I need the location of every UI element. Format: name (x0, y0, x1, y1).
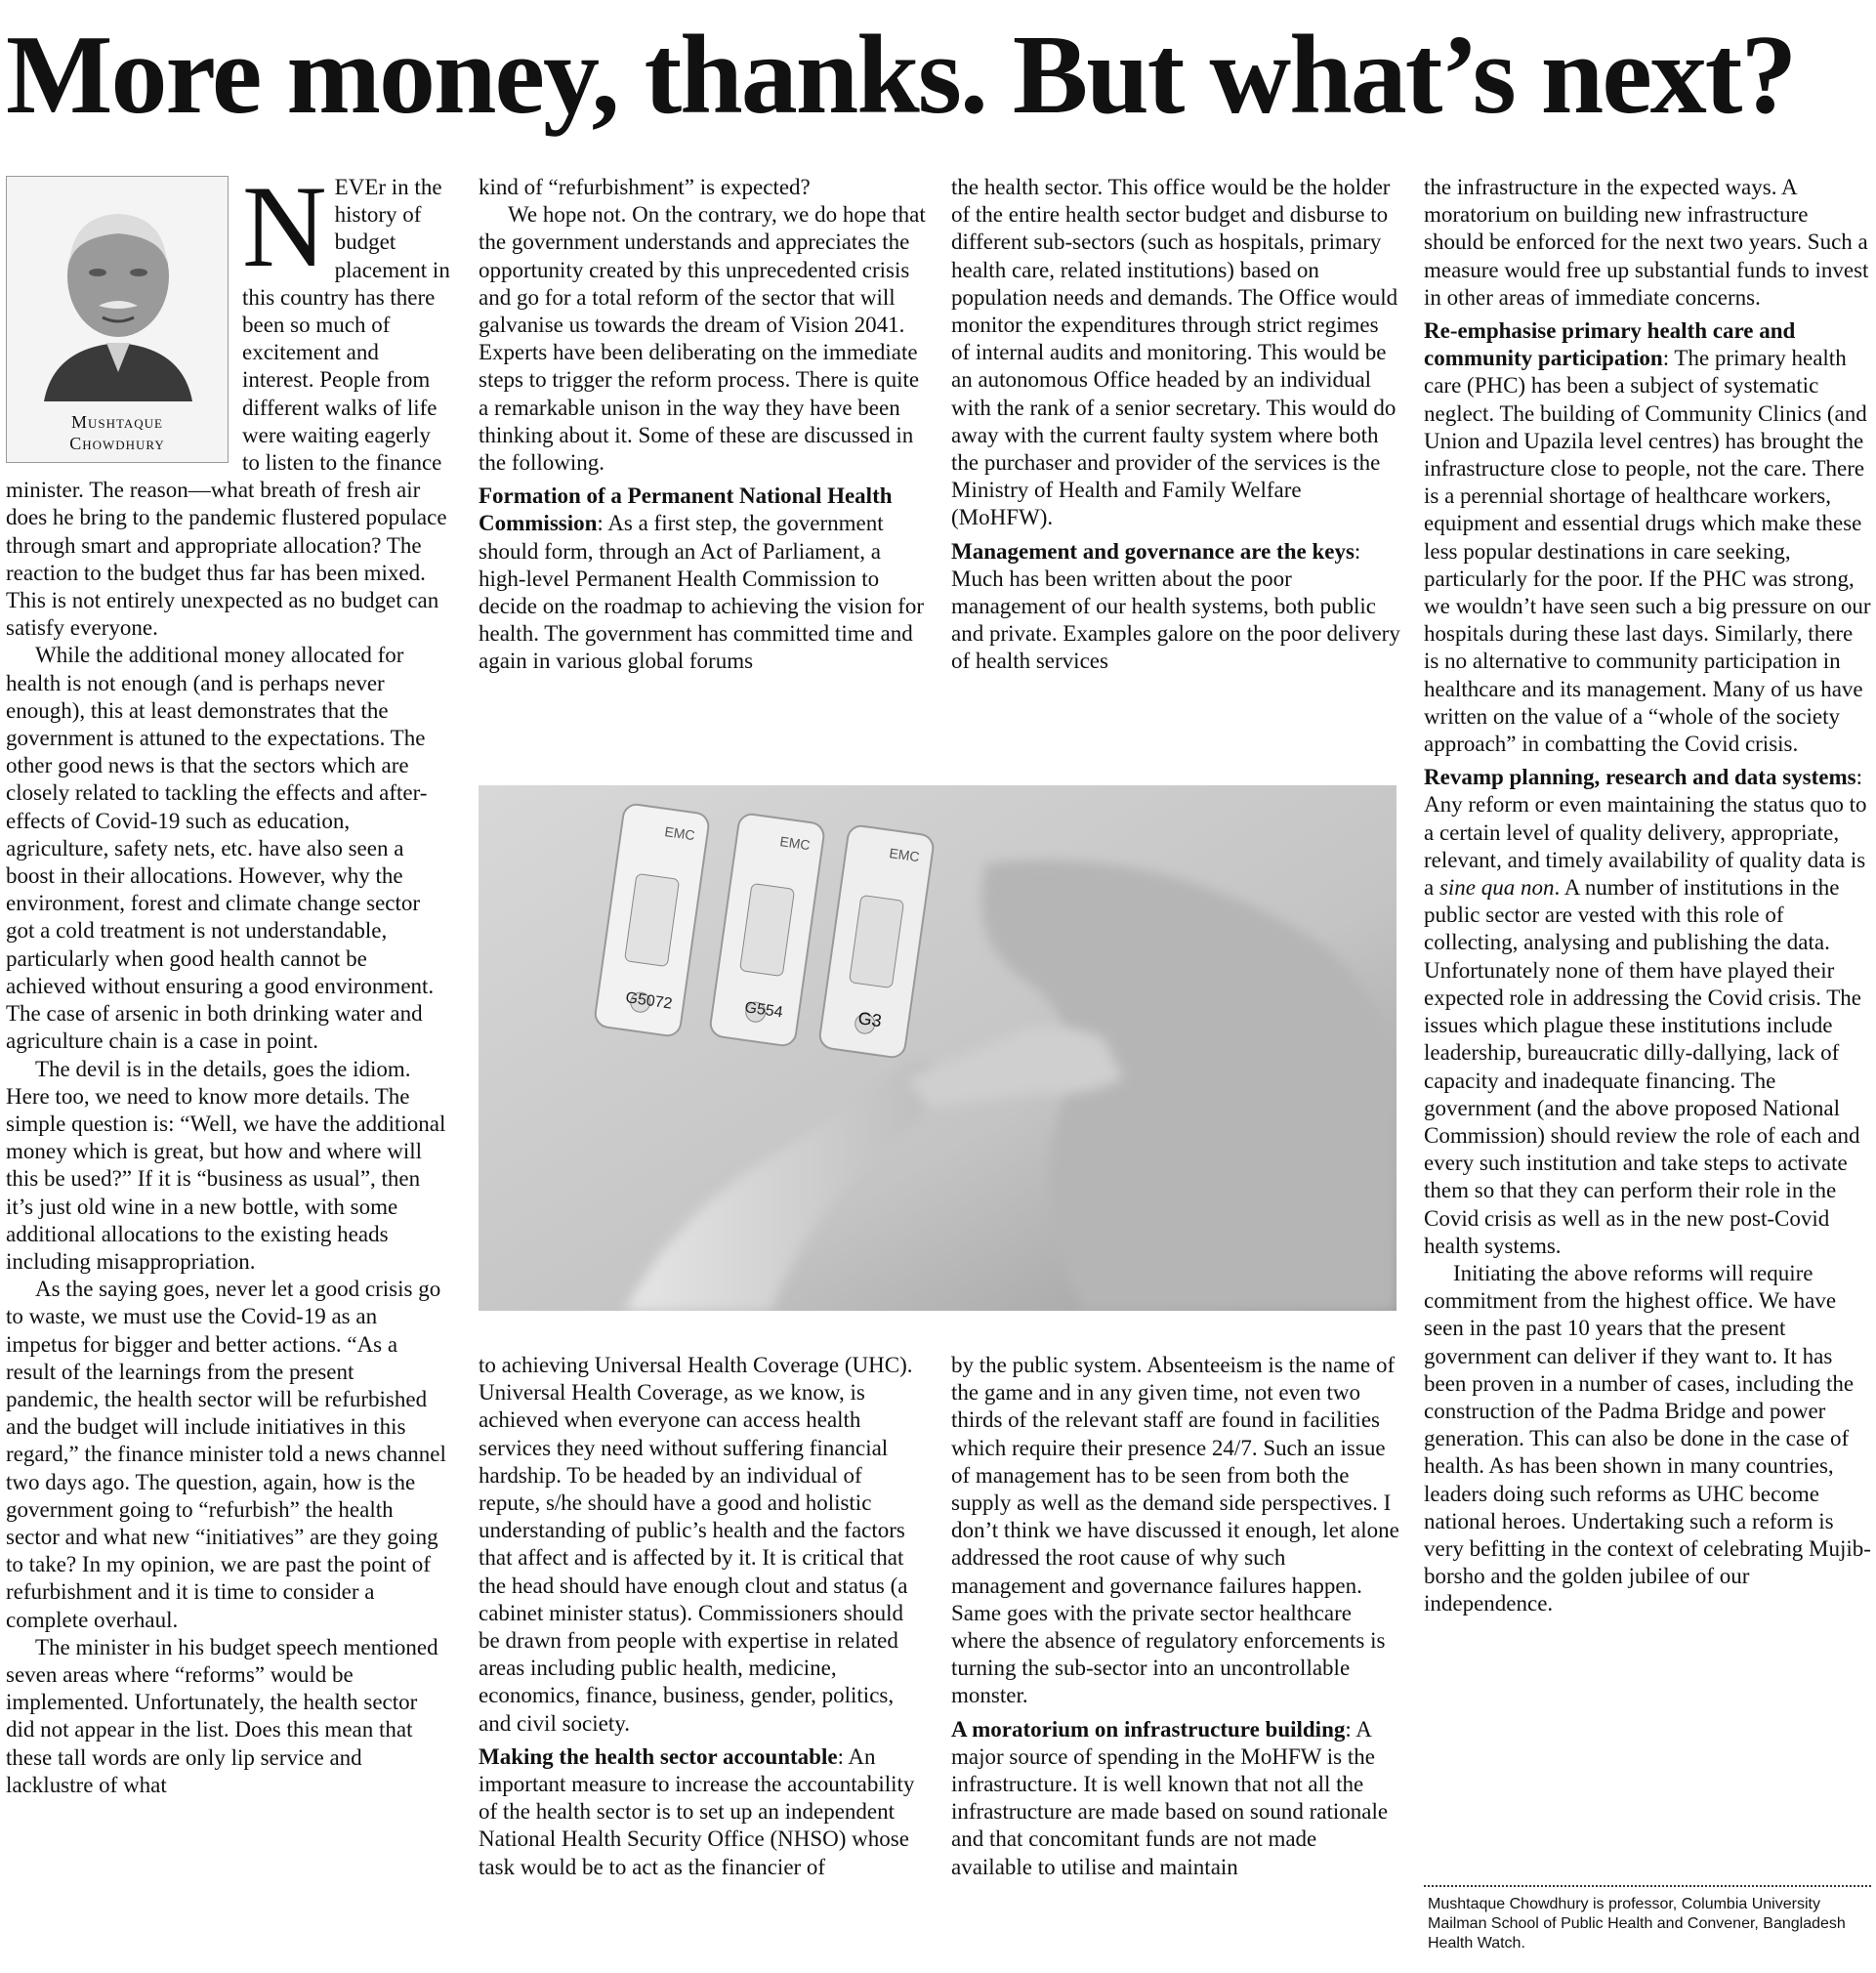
col1-p3: The devil is in the details, goes the idiom. Here too, we need to know more details. The simple question is: “Well, we have the additional money which is great, but how and where will this be used?” If it is “business as usual”, then it’s just old wine in a new bottle, with some additional allocations to the existing heads including misappropriation. (6, 1056, 446, 1274)
sample-label-1: G5072 (624, 989, 674, 1013)
col1-p5: The minister in his budget speech mentioned seven areas where “reforms” would be implemented. Unfortunately, the health sector did not appear in the list. Does this mean that these tall words are only lip service and lacklustre of what (6, 1634, 438, 1797)
subhead-national-commission: Formation of a Permanent National Health Commission (479, 483, 893, 536)
col2-p1: kind of “refurbishment” is expected? (479, 175, 811, 199)
article-column-2-top (479, 174, 926, 676)
footnote-divider (1424, 1885, 1871, 1887)
col2b-p2: : An important measure to increase the accountability of the health sector is to set up an independent National Health Security Office (NHSO) whose task would be to act as the financier of (479, 1743, 915, 1879)
col2-p3: : As a first step, the government should form, through an Act of Parliament, a high-level Permanent Health Commission to decide on the roadmap to achieving the vision for health. The government has committed time and again in various global forums (479, 511, 925, 674)
col4-p2: : The primary health care (PHC) has been a subject of systematic neglect. The building of Community Clinics (and Union and Upazila level centres) has brought the infrastructure close to people, not the care. There is a perennial shortage of healthcare workers, equipment and essential drugs which make these less popular destinations in care seeking, particularly for the poor. If the PHC was strong, we wouldn’t have seen such a big pressure on our hospitals during these last days. Similarly, there is no alternative to community participation in healthcare and its management. Many of us have written on the value of a “whole of the society approach” in combatting the Covid crisis. (1424, 346, 1871, 757)
article-column-1 (6, 161, 451, 1799)
col2-p2: We hope not. On the contrary, we do hope that the government understands and appreciates the opportunity created by this unprecedented crisis and go for a total reform of the sector that will galvanise us towards the dream of Vision 2041. Experts have been deliberating on the immediate steps to trigger the reform process. There is quite a remarkable unison in the way they have been thinking about it. Some of these are discussed in the following. (479, 202, 926, 476)
article-column-2-bottom (479, 1352, 926, 1881)
col3b-sub1 (951, 1716, 1400, 1881)
sample-label-3: G3 (856, 1008, 884, 1031)
col3b-p2: : A major source of spending in the MoHFW is the infrastructure. It is well known that not all the infrastructure are made based on sound rationale and that concomitant funds are not made available to utilise and maintain (951, 1716, 1389, 1879)
col3-sub1 (951, 538, 1400, 676)
author-footnote: Mushtaque Chowdhury is professor, Columbia University Mailman School of Public Health and Convener, Bangladesh Health Watch. (1428, 1896, 1846, 1952)
cassette-labels (479, 785, 1397, 1311)
author-name-first: Mushtaque (70, 412, 164, 432)
drop-cap: N (242, 161, 327, 291)
author-portrait (24, 187, 212, 401)
test-label-1: EMC (663, 823, 696, 844)
col3b-p1: by the public system. Absenteeism is the name of the game and in any given time, not even two thirds of the relevant staff are found in facilities which require their presence 24/7. Such an issue of management has to be seen from both the supply as well as the demand side perspectives. I don’t think we have discussed it enough, let alone addressed the root cause of why such management and governance failures happen. Same goes with the private sector healthcare where the absence of regulatory enforcements is turning the sub-sector into an uncontrollable monster. (951, 1353, 1399, 1708)
col4-p1: the infrastructure in the expected ways. A moratorium on building new infrastructure should be enforced for the next two years. Such a measure would free up substantial funds to invest in other areas of immediate concerns. (1424, 175, 1869, 310)
col4-sub2 (1424, 764, 1871, 1260)
author-photo-box (6, 176, 229, 463)
col2-sub1 (479, 483, 926, 675)
article-column-3-top (951, 174, 1400, 676)
author-byline (7, 411, 228, 454)
col4-p3-italic: sine qua non (1438, 875, 1555, 901)
col2b-sub1 (479, 1743, 926, 1881)
col3-p1: the health sector. This office would be the holder of the entire health sector budget and disburse to different sub-sectors (such as hospitals, primary health care, related institutions) based on population needs and demands. The Office would monitor the expenditures through strict regimes of internal audits and monitoring. This would be an autonomous Office headed by an individual with the rank of a senior secretary. This would do away with the current faulty system where both the purchaser and provider of the services is the Ministry of Health and Family Welfare (MoHFW). (951, 175, 1398, 530)
col2b-p1: to achieving Universal Health Coverage (UHC). Universal Health Coverage, as we know, is achieved when everyone can access health services they need without suffering financial hardship. To be headed by an individual of repute, s/he should have a good and holistic understanding of public’s health and the factors that affect and is affected by it. It is critical that the head should have enough clout and status (a cabinet minister status). Commissioners should be drawn from people with expertise in related areas including public health, medicine, economics, finance, business, gender, politics, and civil society. (479, 1353, 913, 1736)
subhead-management: Management and governance are the keys (951, 538, 1355, 564)
author-name-last: Chowdhury (69, 434, 165, 453)
col3-p2: : Much has been written about the poor management of our health systems, both public and private. Examples galore on the poor delivery of health services (951, 538, 1400, 674)
article-column-4 (1424, 174, 1871, 1618)
test-label-2: EMC (778, 833, 812, 854)
subhead-accountable: Making the health sector accountable (479, 1743, 838, 1769)
sample-label-2: G554 (743, 999, 784, 1022)
article-column-3-bottom (951, 1352, 1400, 1881)
col1-p1-text: EVEr in the history of budget placement in this country has there been so much of excitement and interest. People from different walks of life were waiting eagerly to listen to the finance minister. The reason—what breath of fresh air does he bring to the pandemic flustered populace through smart and appropriate allocation? The reaction to the budget thus far has been mixed. This is not entirely unexpected as no budget can satisfy everyone. (6, 175, 450, 641)
subhead-moratorium: A moratorium on infrastructure building (951, 1716, 1346, 1742)
subhead-phc: Re-emphasise primary health care and community participation (1424, 318, 1796, 371)
col4-p3a: : Any reform or even maintaining the status quo to a certain level of quality delivery, appropriate, relevant, and timely availability of quality data is a (1424, 765, 1867, 901)
subhead-data-systems: Revamp planning, research and data systems (1424, 765, 1856, 790)
test-label-3: EMC (888, 845, 921, 865)
col4-sub1 (1424, 317, 1871, 758)
rapid-test-photo (479, 785, 1397, 1311)
col4-p3b: . A number of institutions in the public sector are vested with this role of collecting, analysing and publishing the data. Unfortunately none of them have played their expected role in addressing the Covid crisis. The issues which plague these institutions include leadership, bureaucratic dilly-dallying, lack of capacity and inadequate financing. The government (and the above proposed National Commission) should review the role of each and every such institution and take steps to activate them so that they can perform their role in the Covid crisis as well as in the new post-Covid health systems. (1424, 875, 1861, 1258)
col1-p4: As the saying goes, never let a good crisis go to waste, we must use the Covid-19 as an impetus for bigger and better actions. “As a result of the learnings from the present pandemic, the health sector will be refurbished and the budget will include initiatives in this regard,” the finance minister told a news channel two days ago. The question, again, how is the government going to “refurbish” the health sector and what new “initiatives” are they going to take? In my opinion, we are past the point of refurbishment and it is time to consider a complete overhaul. (6, 1277, 446, 1632)
col4-p4: Initiating the above reforms will require commitment from the highest office. We have seen in the past 10 years that the present government can deliver if they want to. It has been proven in a number of cases, including the construction of the Padma Bridge and power generation. This can also be done in the case of health. As has been shown in many countries, leaders doing such reforms as UHC become national heroes. Undertaking such a reform is very befitting in the context of celebrating Mujib-borsho and the golden jubilee of our independence. (1424, 1260, 1871, 1616)
headline: More money, thanks. But what’s next? (6, 13, 1796, 138)
col1-p2: While the additional money allocated for health is not enough (and is perhaps never enough), this at least demonstrates that the government is attuned to the expectations. The other good news is that the sectors which are closely related to tackling the effects and after-effects of Covid-19 such as education, agriculture, safety nets, etc. have also seen a boost in their allocations. However, why the environment, forest and climate change sector got a cold treatment is not understandable, particularly when good health cannot be achieved without ensuring a good environment. The case of arsenic in both drinking water and agriculture chain is a case in point. (6, 643, 435, 1054)
